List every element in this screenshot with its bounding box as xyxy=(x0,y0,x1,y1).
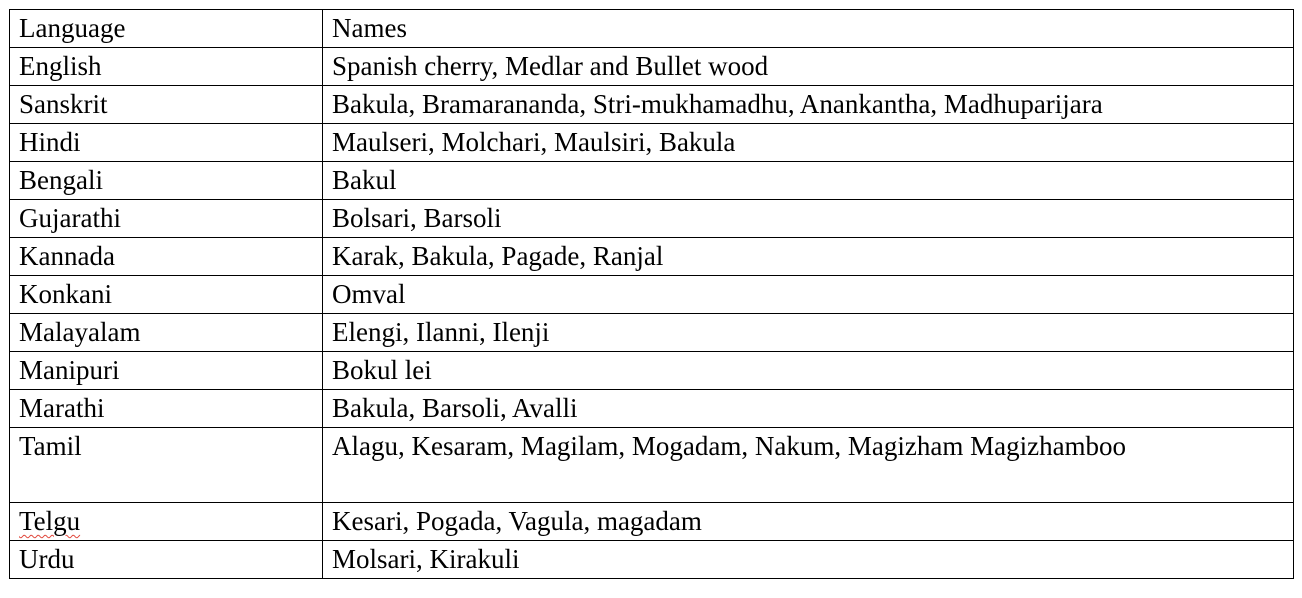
names-cell: Bakul xyxy=(323,162,1294,200)
names-cell: Omval xyxy=(323,276,1294,314)
table-row xyxy=(10,390,1294,428)
table-row xyxy=(10,276,1294,314)
table-row xyxy=(10,541,1294,579)
names-cell: Karak, Bakula, Pagade, Ranjal xyxy=(323,238,1294,276)
names-cell: Molsari, Kirakuli xyxy=(323,541,1294,579)
language-cell: Kannada xyxy=(10,238,323,276)
header-language: Language xyxy=(10,10,323,48)
table-row xyxy=(10,503,1294,541)
table-row xyxy=(10,86,1294,124)
language-cell: Urdu xyxy=(10,541,323,579)
table-row xyxy=(10,124,1294,162)
language-cell: Gujarathi xyxy=(10,200,323,238)
language-cell: Konkani xyxy=(10,276,323,314)
language-cell xyxy=(10,503,323,541)
table-row xyxy=(10,314,1294,352)
language-cell: Sanskrit xyxy=(10,86,323,124)
names-table-container xyxy=(9,9,1294,579)
language-cell: Malayalam xyxy=(10,314,323,352)
table-header-row xyxy=(10,10,1294,48)
names-cell: Bolsari, Barsoli xyxy=(323,200,1294,238)
language-cell: Bengali xyxy=(10,162,323,200)
misspelled-word: Telgu xyxy=(19,506,81,536)
names-cell: Bokul lei xyxy=(323,352,1294,390)
names-cell: Bakula, Barsoli, Avalli xyxy=(323,390,1294,428)
table-row xyxy=(10,428,1294,503)
language-cell: Manipuri xyxy=(10,352,323,390)
header-names: Names xyxy=(323,10,1294,48)
names-cell: Maulseri, Molchari, Maulsiri, Bakula xyxy=(323,124,1294,162)
table-row xyxy=(10,200,1294,238)
language-cell: Marathi xyxy=(10,390,323,428)
names-cell: Kesari, Pogada, Vagula, magadam xyxy=(323,503,1294,541)
language-cell: English xyxy=(10,48,323,86)
table-row xyxy=(10,352,1294,390)
names-table xyxy=(9,9,1294,579)
language-cell: Tamil xyxy=(10,428,323,503)
table-row xyxy=(10,48,1294,86)
names-cell: Bakula, Bramarananda, Stri-mukhamadhu, Anankantha, Madhuparijara xyxy=(323,86,1294,124)
table-row xyxy=(10,162,1294,200)
language-cell: Hindi xyxy=(10,124,323,162)
table-row xyxy=(10,238,1294,276)
names-cell: Spanish cherry, Medlar and Bullet wood xyxy=(323,48,1294,86)
names-cell: Elengi, Ilanni, Ilenji xyxy=(323,314,1294,352)
names-cell: Alagu, Kesaram, Magilam, Mogadam, Nakum, Magizham Magizhamboo xyxy=(323,428,1294,503)
